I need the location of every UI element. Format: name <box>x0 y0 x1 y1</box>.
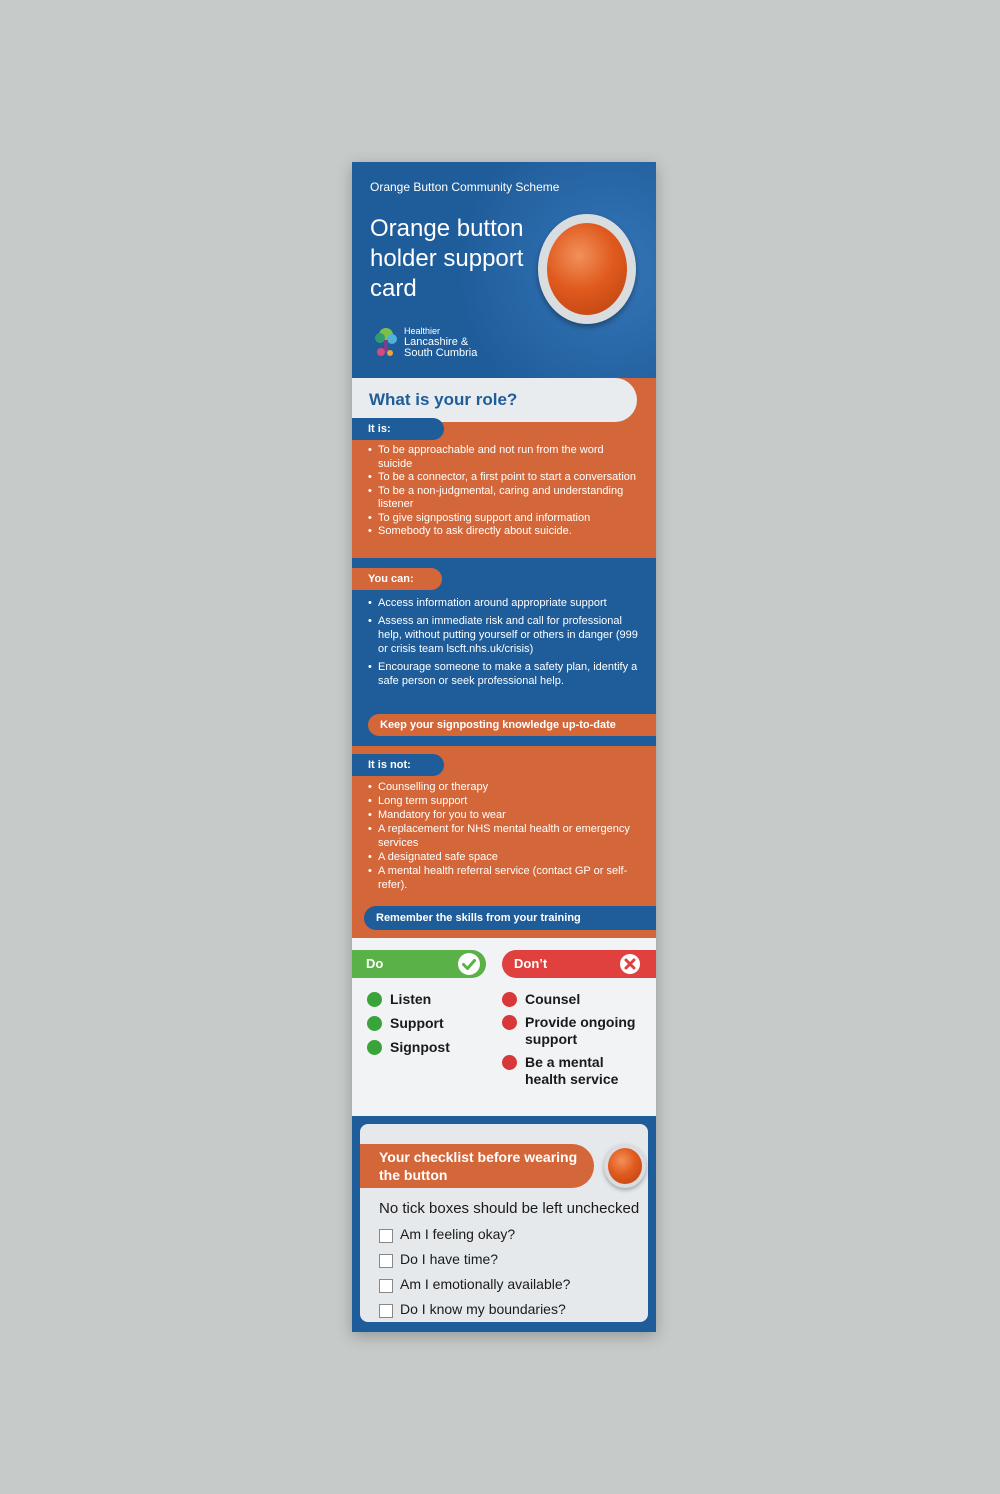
list-item: • Access information around appropriate support <box>368 596 640 610</box>
checklist-item-label: Am I emotionally available? <box>400 1276 571 1292</box>
cross-icon <box>502 1055 517 1070</box>
checklist-item-label: Do I know my boundaries? <box>400 1301 566 1317</box>
cross-icon <box>620 954 640 974</box>
role-title: What is your role? <box>369 390 518 409</box>
it-is-not-panel <box>352 746 656 938</box>
checkbox[interactable] <box>379 1254 393 1268</box>
checklist-panel <box>352 1116 656 1332</box>
checklist-card <box>360 1124 648 1322</box>
orange-button-image <box>604 1144 646 1188</box>
role-panel <box>352 378 656 558</box>
list-item: • To be a non-judgmental, caring and understanding listener <box>368 485 638 512</box>
list-item: • A designated safe space <box>368 850 640 864</box>
role-heading-pill <box>352 378 637 422</box>
check-icon <box>367 1016 382 1031</box>
it-is-label: It is: <box>352 418 444 440</box>
support-card <box>352 162 656 1332</box>
card-title: Orange button holder support card <box>370 215 524 302</box>
checkbox[interactable] <box>379 1279 393 1293</box>
it-is-list <box>368 444 638 539</box>
cross-icon <box>502 992 517 1007</box>
checklist-instruction: No tick boxes should be left unchecked <box>379 1200 640 1217</box>
list-item: • Mandatory for you to wear <box>368 808 640 822</box>
cross-icon <box>502 1015 517 1030</box>
list-item: • A replacement for NHS mental health or emergency services <box>368 822 640 850</box>
healthier-lancashire-logo <box>372 324 512 364</box>
you-can-panel <box>352 558 656 746</box>
list-item: • Encourage someone to make a safety plan, identify a safe person or seek professional help. <box>368 660 640 688</box>
checklist-title: Your checklist before wearing the button <box>379 1149 578 1183</box>
logo-line3: South Cumbria <box>404 347 478 359</box>
keep-knowledge-banner: Keep your signposting knowledge up-to-date <box>368 714 656 736</box>
dont-header <box>502 950 656 978</box>
do-item: Listen <box>390 991 432 1007</box>
do-header <box>352 950 486 978</box>
logo-line2: Lancashire & <box>404 336 469 348</box>
remember-skills-banner: Remember the skills from your training <box>364 906 656 930</box>
list-item: • To be a connector, a first point to start a conversation <box>368 471 638 485</box>
do-item: Signpost <box>390 1039 450 1055</box>
do-item: Support <box>390 1015 444 1031</box>
check-icon <box>458 953 480 975</box>
check-icon <box>367 992 382 1007</box>
dont-item: Counsel <box>525 991 581 1007</box>
you-can-label: You can: <box>352 568 442 590</box>
dont-item: Be a mental health service <box>525 1054 619 1087</box>
it-is-not-list <box>368 780 640 892</box>
check-icon <box>367 1040 382 1055</box>
list-item: • To give signposting support and information <box>368 512 638 526</box>
list-item: • Assess an immediate risk and call for professional help, without putting yourself or others in danger (999 or crisis team lscft.nhs.uk/crisis) <box>368 614 640 656</box>
checklist-item-label: Do I have time? <box>400 1251 499 1267</box>
it-is-not-label: It is not: <box>352 754 444 776</box>
list-item: • To be approachable and not run from the word suicide <box>368 444 638 471</box>
do-label: Do <box>366 956 384 971</box>
do-dont-panel <box>352 938 656 1116</box>
checkbox[interactable] <box>379 1229 393 1243</box>
you-can-list <box>368 596 640 688</box>
list-item: • Counselling or therapy <box>368 780 640 794</box>
cover-panel <box>352 162 656 378</box>
dont-item: Provide ongoing support <box>525 1014 636 1047</box>
list-item: • A mental health referral service (contact GP or self-refer). <box>368 864 640 892</box>
list-item: • Somebody to ask directly about suicide. <box>368 525 638 539</box>
logo-line1: Healthier <box>404 326 441 336</box>
dont-label: Don’t <box>514 956 548 971</box>
checklist-item-label: Am I feeling okay? <box>400 1226 516 1242</box>
list-item: • Long term support <box>368 794 640 808</box>
checkbox[interactable] <box>379 1304 393 1318</box>
orange-button-image <box>538 214 636 324</box>
scheme-name: Orange Button Community Scheme <box>370 180 560 194</box>
tree-logo-icon <box>372 326 400 358</box>
